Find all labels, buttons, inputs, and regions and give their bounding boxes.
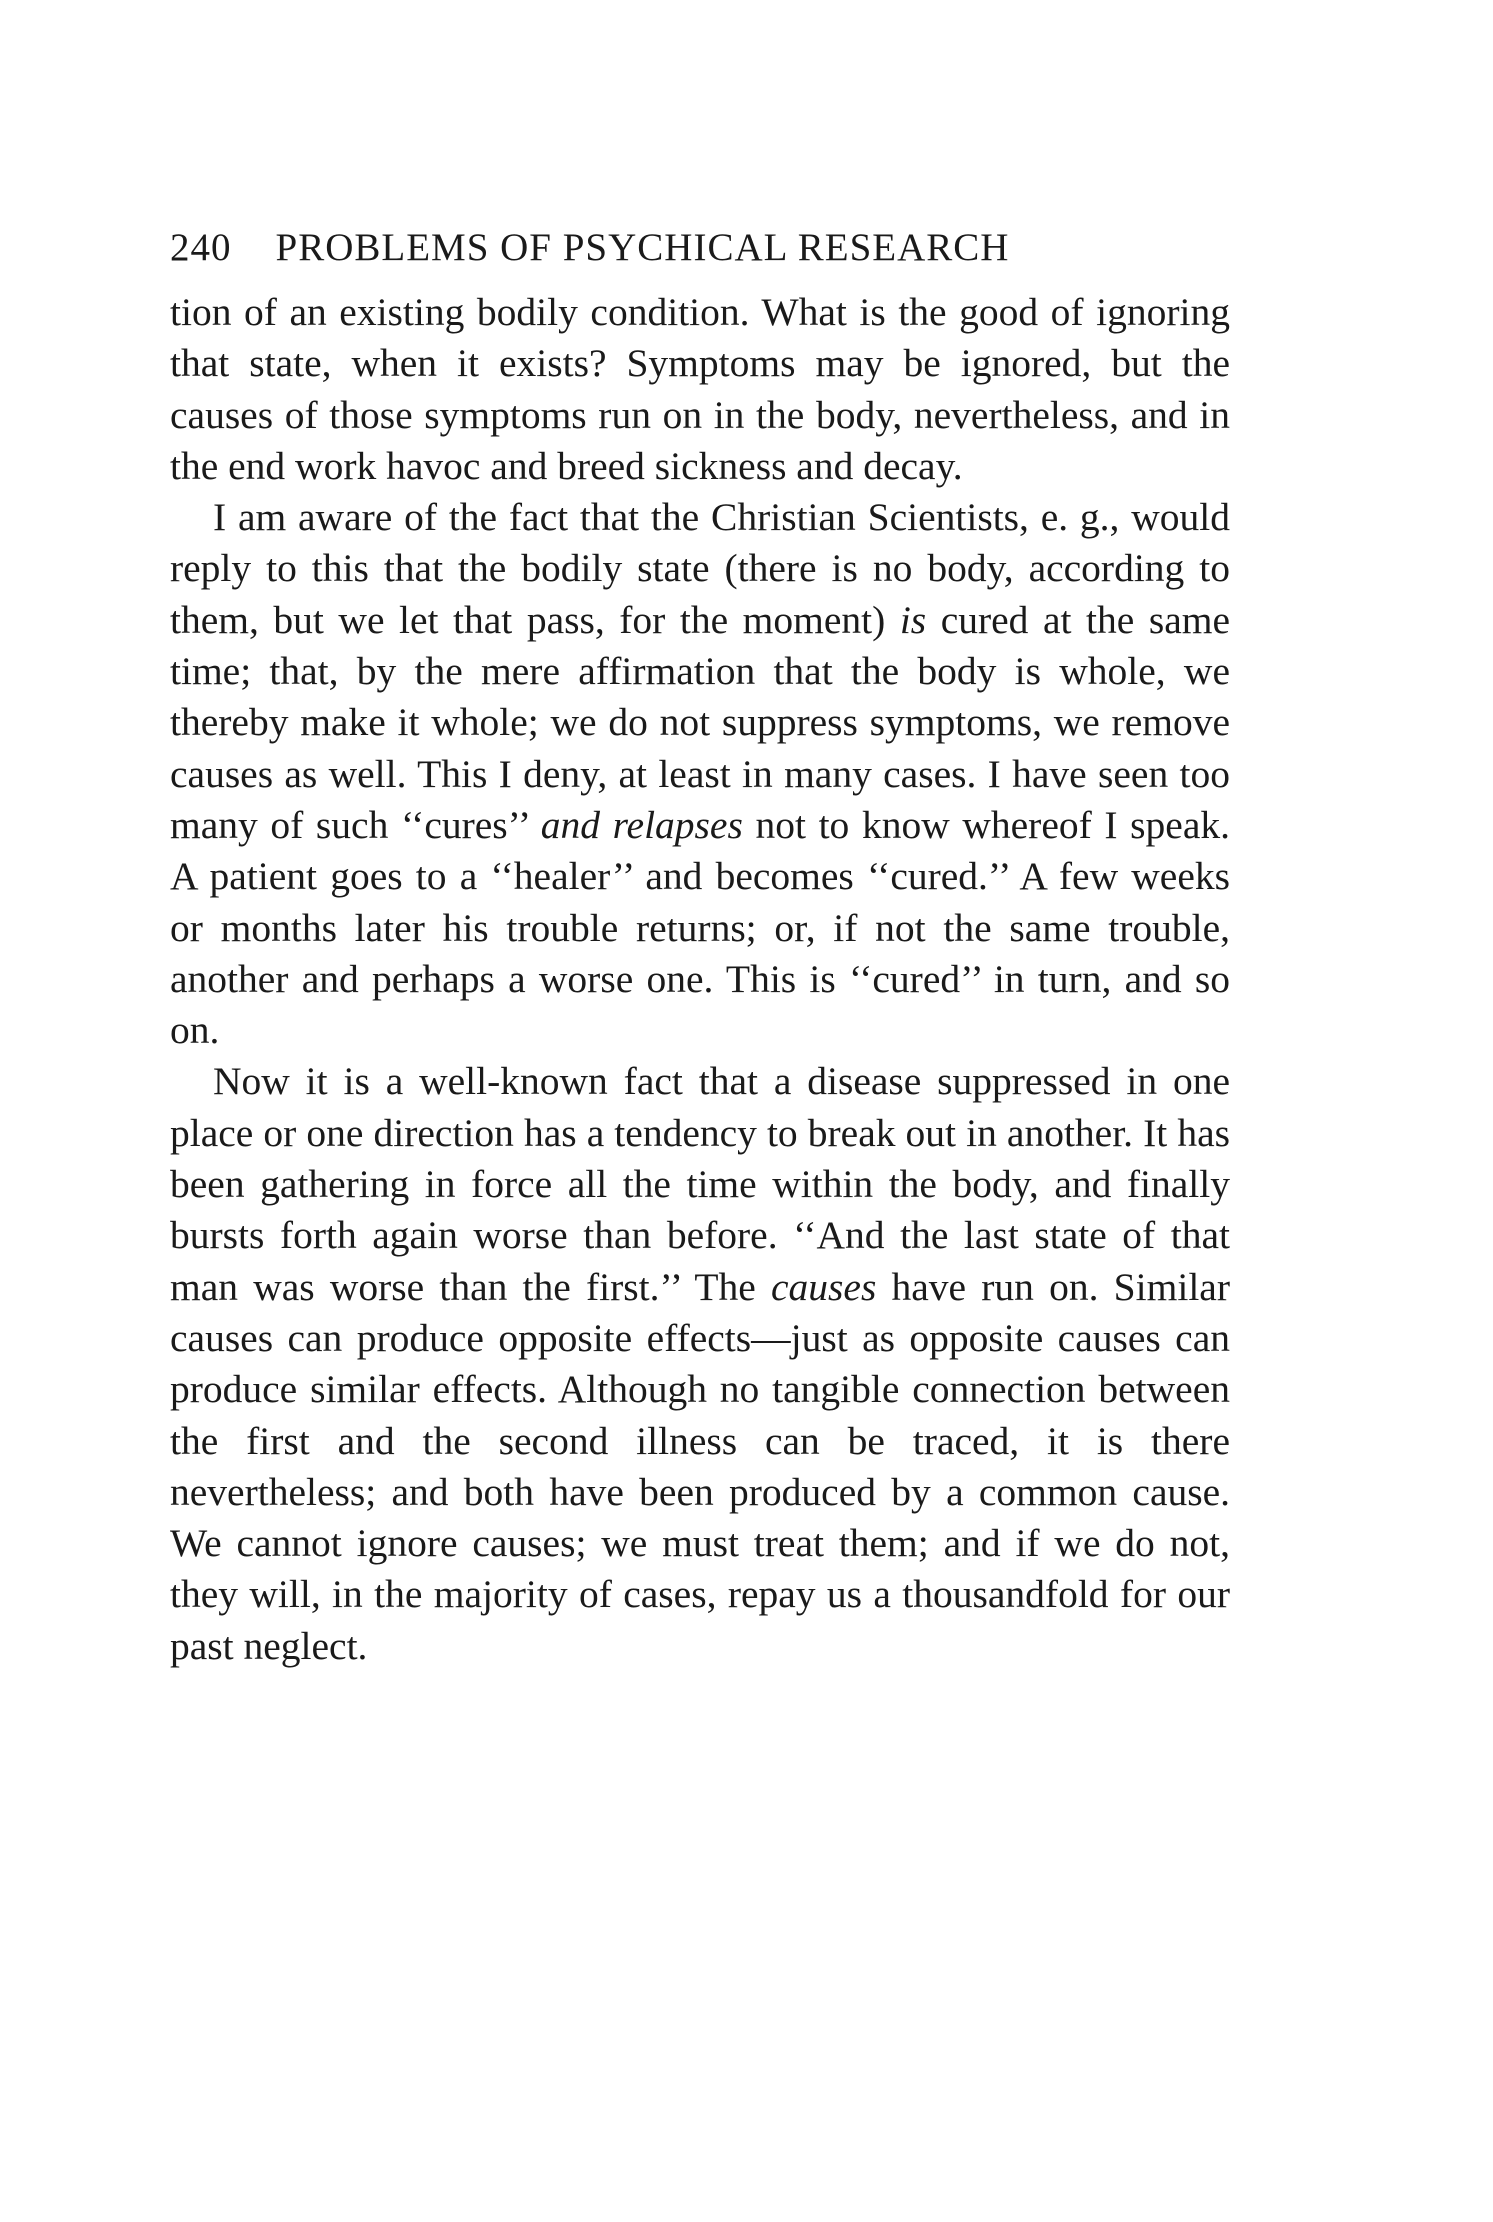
text-run: I am aware of the fact that the Christian Scientists, e. g., would reply to this that the bodily state (there is no body, according to them, but we let that pass, for the moment) — [170, 495, 1230, 642]
running-title: PROBLEMS OF PSYCHICAL RESEARCH — [275, 226, 1010, 269]
text-run: Now it is a well-known fact that a disease suppressed in one place or one direction has a tendency to break out in another. It has been gathering in force all the time within the body, and finally bursts forth again worse than before. ‘‘And the last state of that man was worse than the first.’’ The — [170, 1059, 1230, 1309]
paragraph-2 — [170, 492, 1230, 1056]
text-run: tion of an existing bodily condition. What is the good of ignoring that state, when it exists? Symptoms may be ignored, but the causes of those symptoms run on in the body, nevertheless, and in the end work havoc and breed sickness and decay. — [170, 290, 1230, 488]
book-page — [170, 225, 1230, 1672]
text-run: have run on. Similar causes can produce opposite effects—just as opposite causes can produce similar effects. Although no tangible connection between the first and the second illness can be traced, it is there nevertheless; and both have been produced by a common cause. We cannot ignore causes; we must treat them; and if we do not, they will, in the majority of cases, repay us a thousandfold for our past neglect. — [170, 1264, 1230, 1668]
body-text — [170, 287, 1230, 1672]
text-run: cured at the same time; that, by the mere affirmation that the body is whole, we thereby make it whole; we do not suppress symptoms, we remove causes as well. This I deny, at least in many cases. I have seen too many of such ‘‘cures’’ — [170, 597, 1230, 847]
page-number: 240 — [170, 226, 232, 269]
italic-emphasis: and relapses — [540, 802, 743, 847]
running-head — [170, 225, 1230, 287]
text-run: not to know whereof I speak. A patient goes to a ‘‘healer’’ and becomes ‘‘cured.’’ A few weeks or months later his trouble returns; or, if not the same trouble, another and perhaps a worse one. This is ‘‘cured’’ in turn, and so on. — [170, 802, 1230, 1053]
italic-emphasis: causes — [771, 1264, 877, 1309]
paragraph-1 — [170, 287, 1230, 492]
paragraph-3 — [170, 1056, 1230, 1672]
italic-emphasis: is — [899, 597, 927, 642]
